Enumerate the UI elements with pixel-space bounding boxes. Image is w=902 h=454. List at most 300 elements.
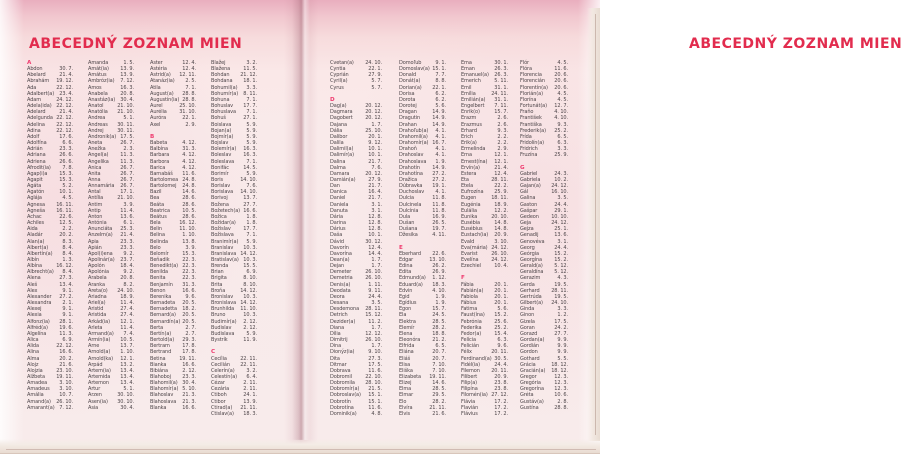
name-label: Drahomil(a) bbox=[399, 133, 428, 140]
nameday-date: 16. 7. bbox=[432, 140, 446, 147]
name-label: Gustína bbox=[520, 404, 539, 411]
nameday-date: 13. 4. bbox=[120, 380, 134, 387]
name-label: Božislava bbox=[211, 232, 234, 239]
name-label: Alexia bbox=[27, 312, 42, 319]
name-label: Berta bbox=[150, 324, 164, 331]
name-label: Dárius bbox=[330, 226, 346, 233]
nameday-date: 27. 7. bbox=[554, 330, 568, 337]
nameday-date: 1. 11. bbox=[368, 281, 382, 288]
name-label: Adam bbox=[27, 96, 42, 103]
nameday-date: 12. 1. bbox=[120, 318, 134, 325]
name-label: Dorota bbox=[399, 96, 416, 103]
nameday-date: 14. 12. bbox=[240, 300, 257, 307]
nameday-date: 3. 10. bbox=[59, 380, 73, 387]
nameday-date: 20. 5. bbox=[182, 300, 196, 307]
nameday-date: 11. 6. bbox=[368, 367, 382, 374]
nameday-date: 28. 8. bbox=[182, 96, 196, 103]
nameday-date: 11. 3. bbox=[120, 152, 134, 159]
name-label: Denis(a) bbox=[330, 281, 351, 288]
nameday-date: 30. 11. bbox=[117, 121, 134, 128]
name-label: Dominik(a) bbox=[330, 410, 357, 417]
nameday-date: 1. 3. bbox=[62, 257, 73, 263]
name-label: Edina bbox=[399, 263, 413, 270]
name-row bbox=[150, 122, 196, 128]
nameday-date: 7. 1. bbox=[246, 232, 257, 239]
nameday-date: 30. 4. bbox=[120, 96, 134, 103]
nameday-date: 4. 12. bbox=[182, 164, 196, 171]
name-row bbox=[88, 405, 134, 411]
nameday-date: 17. 5. bbox=[120, 133, 134, 140]
name-label: Ctislav(a) bbox=[211, 410, 234, 417]
nameday-date: 24. 12. bbox=[491, 257, 508, 263]
nameday-date: 12. 7. bbox=[554, 103, 568, 110]
name-label: Eugénia bbox=[461, 201, 481, 208]
nameday-date: 9. 1. bbox=[62, 312, 73, 319]
nameday-date: 18. 2. bbox=[182, 306, 196, 313]
nameday-date: 2. 12. bbox=[243, 324, 257, 331]
nameday-date: 6. 4. bbox=[246, 373, 257, 380]
name-row bbox=[520, 152, 568, 158]
nameday-date: 27. 9. bbox=[368, 176, 382, 183]
name-label: Bohuslav bbox=[211, 103, 234, 110]
name-label: Eta bbox=[461, 176, 469, 183]
nameday-date: 21. 10. bbox=[117, 109, 134, 116]
nameday-date: 13. 10. bbox=[429, 257, 446, 263]
name-column bbox=[88, 60, 134, 411]
nameday-date: 2. 9. bbox=[185, 121, 196, 128]
nameday-date: 20. 5. bbox=[182, 312, 196, 319]
nameday-date: 9. 10. bbox=[368, 349, 382, 356]
nameday-date: 24. 11. bbox=[491, 90, 508, 97]
nameday-date: 22. 12. bbox=[56, 103, 73, 110]
name-label: Geraldína bbox=[520, 269, 544, 276]
name-label: Gejza bbox=[520, 226, 534, 233]
nameday-date: 12. 2. bbox=[494, 207, 508, 214]
nameday-date: 6. 3. bbox=[497, 337, 508, 344]
name-label: Broňa bbox=[211, 287, 226, 294]
nameday-date: 28. 11. bbox=[491, 176, 508, 183]
nameday-date: 21. 7. bbox=[368, 183, 382, 190]
name-label: Erazm bbox=[461, 115, 477, 122]
name-label: Alojzia bbox=[27, 367, 43, 374]
nameday-date: 2. 2. bbox=[497, 133, 508, 140]
section-letter: F bbox=[461, 275, 465, 282]
nameday-date: 4. 1. bbox=[435, 127, 446, 134]
nameday-date: 1. 9. bbox=[435, 158, 446, 165]
name-label: Ctibor bbox=[211, 398, 226, 405]
nameday-date: 12. 8. bbox=[368, 220, 382, 227]
nameday-date: 20. 1. bbox=[368, 133, 382, 140]
name-label: Gaston bbox=[520, 201, 538, 208]
nameday-date: 22. 12. bbox=[56, 84, 73, 91]
name-label: Arnold(a) bbox=[88, 349, 111, 356]
name-label: Armín(ia) bbox=[88, 337, 111, 344]
nameday-date: 18. 4. bbox=[120, 263, 134, 270]
nameday-date: 21. 7. bbox=[368, 195, 382, 202]
nameday-date: 11. 4. bbox=[120, 207, 134, 214]
nameday-date: 17. 2. bbox=[494, 398, 508, 405]
name-label: Cezária bbox=[211, 386, 230, 393]
name-label: Armand(a) bbox=[88, 330, 114, 337]
nameday-date: 22. 12. bbox=[56, 343, 73, 350]
name-label: Areta(o) bbox=[88, 287, 108, 294]
nameday-date: 23. 10. bbox=[56, 367, 73, 374]
name-label: Eufrozína bbox=[461, 189, 484, 196]
name-column bbox=[520, 60, 568, 411]
nameday-date: 10. 1. bbox=[368, 232, 382, 239]
nameday-date: 26. 10. bbox=[491, 250, 508, 257]
name-row bbox=[330, 85, 382, 91]
name-label: Filemon bbox=[461, 367, 480, 374]
name-label: Arkád(ia) bbox=[88, 318, 110, 325]
nameday-date: 16. 6. bbox=[182, 287, 196, 294]
nameday-date: 8. 4. bbox=[62, 244, 73, 251]
name-label: Fedor(a) bbox=[461, 330, 482, 337]
nameday-date: 24. 4. bbox=[368, 293, 382, 300]
name-label: Florencián bbox=[520, 78, 545, 85]
name-label: Gizela bbox=[520, 318, 535, 325]
nameday-date: 5. 9. bbox=[246, 133, 257, 140]
nameday-date: 15. 3. bbox=[59, 170, 73, 177]
name-label: Elo bbox=[399, 398, 407, 405]
nameday-date: 14. 8. bbox=[494, 226, 508, 233]
name-label: Dimitrij bbox=[330, 337, 348, 344]
nameday-date: 13. 8. bbox=[182, 238, 196, 245]
name-label: Engelbert bbox=[461, 103, 485, 110]
name-label: Ernest(ína) bbox=[461, 158, 488, 165]
name-label: Ginon bbox=[520, 312, 535, 319]
nameday-date: 27. 1. bbox=[243, 115, 257, 122]
name-label: Adolfína bbox=[27, 140, 47, 147]
name-label: Drahan bbox=[399, 121, 417, 128]
name-label: Dobrotína bbox=[330, 404, 354, 411]
name-row bbox=[150, 405, 196, 411]
name-label: Bela bbox=[150, 220, 161, 227]
nameday-date: 11. 6. bbox=[368, 404, 382, 411]
nameday-date: 9. 9. bbox=[557, 337, 568, 344]
name-label: Dalina bbox=[330, 158, 346, 165]
name-label: Ariel(a) bbox=[88, 300, 106, 307]
name-label: Anabela bbox=[88, 90, 108, 97]
name-label: Emil bbox=[461, 84, 472, 91]
nameday-date: 28. 5. bbox=[432, 386, 446, 393]
name-label: František bbox=[520, 115, 542, 122]
nameday-date: 7. 1. bbox=[246, 158, 257, 165]
name-label: Dušan bbox=[399, 220, 415, 227]
name-label: Dulcínia bbox=[399, 207, 419, 214]
nameday-date: 20. 6. bbox=[554, 72, 568, 79]
nameday-date: 1. 7. bbox=[371, 343, 382, 350]
nameday-date: 4. 10. bbox=[554, 109, 568, 116]
name-label: Blahoboj bbox=[150, 373, 171, 380]
name-label: Belina bbox=[150, 232, 165, 239]
nameday-date: 18. 3. bbox=[243, 410, 257, 417]
name-label: Deora bbox=[330, 293, 345, 300]
name-label: Apolónia bbox=[88, 269, 109, 276]
name-label: Adina bbox=[27, 127, 41, 134]
name-label: Emerich bbox=[461, 78, 481, 85]
name-label: Evelína bbox=[461, 257, 479, 263]
name-label: Gašpar bbox=[520, 207, 538, 214]
nameday-date: 22. 2. bbox=[494, 183, 508, 190]
name-label: Alfonz(ia) bbox=[27, 318, 50, 325]
nameday-date: 13. 7. bbox=[120, 343, 134, 350]
name-label: Abdon bbox=[27, 66, 43, 73]
section-letter: G bbox=[520, 164, 525, 171]
name-label: Alina bbox=[27, 349, 39, 356]
name-label: Arabela bbox=[88, 275, 107, 282]
nameday-date: 2. 1. bbox=[62, 300, 73, 307]
nameday-date: 10. 5. bbox=[182, 207, 196, 214]
nameday-date: 17. 5. bbox=[368, 361, 382, 368]
nameday-date: 17. 7. bbox=[243, 103, 257, 110]
nameday-date: 8. 4. bbox=[62, 250, 73, 257]
name-label: Dejan bbox=[330, 263, 345, 270]
name-label: Federika bbox=[461, 324, 482, 331]
name-label: Estera bbox=[461, 170, 477, 177]
name-label: Fabiola bbox=[461, 293, 478, 300]
name-label: Florína bbox=[520, 96, 537, 103]
name-label: Asia bbox=[88, 404, 99, 411]
nameday-date: 30. 4. bbox=[120, 404, 134, 411]
name-label: Amand(a) bbox=[27, 398, 51, 405]
section-letter: D bbox=[330, 96, 335, 103]
nameday-date: 3. 1. bbox=[557, 238, 568, 245]
nameday-date: 26. 6. bbox=[59, 158, 73, 165]
name-label: Eusébia bbox=[461, 220, 480, 227]
nameday-date: 26. 3. bbox=[494, 66, 508, 73]
name-label: Gerda bbox=[520, 281, 535, 288]
nameday-date: 16. 3. bbox=[243, 152, 257, 159]
name-label: Eusébius bbox=[461, 226, 483, 233]
nameday-date: 27. 9. bbox=[368, 72, 382, 79]
nameday-date: 14. 10. bbox=[240, 189, 257, 196]
nameday-date: 30. 10. bbox=[117, 392, 134, 399]
nameday-date: 24. 3. bbox=[554, 170, 568, 177]
name-label: Genadij bbox=[520, 232, 539, 239]
nameday-date: 7. 10. bbox=[432, 367, 446, 374]
nameday-date: 5. 5. bbox=[557, 355, 568, 362]
name-label: Abrahám bbox=[27, 78, 50, 85]
name-label: Eugen bbox=[461, 195, 477, 202]
name-label: Božena bbox=[211, 201, 229, 208]
name-label: Bibiána bbox=[150, 367, 168, 374]
name-label: Geórgia bbox=[520, 250, 539, 257]
nameday-date: 14. 9. bbox=[432, 121, 446, 128]
name-label: Auróra bbox=[150, 115, 167, 122]
name-label: Arne bbox=[88, 343, 100, 350]
nameday-date: 18. 1. bbox=[243, 78, 257, 85]
nameday-date: 15. 2. bbox=[554, 250, 568, 257]
name-label: Elma bbox=[399, 386, 412, 393]
name-label: Andrej bbox=[88, 127, 104, 134]
name-label: Adelina bbox=[27, 121, 45, 128]
name-label: Fruzína bbox=[520, 152, 538, 159]
nameday-date: 23. 3. bbox=[182, 373, 196, 380]
nameday-date: 20. 12. bbox=[365, 170, 382, 177]
name-label: Davorín bbox=[330, 244, 349, 251]
name-label: Bernadeta bbox=[150, 300, 176, 307]
name-label: Dan bbox=[330, 183, 340, 190]
name-label: Gabriel bbox=[520, 170, 538, 177]
name-label: Ginda bbox=[520, 306, 535, 313]
nameday-date: 1. 2. bbox=[557, 312, 568, 319]
name-label: Galina bbox=[520, 195, 536, 202]
name-label: Florencia bbox=[520, 72, 542, 79]
nameday-date: 17. 5. bbox=[554, 318, 568, 325]
name-label: Blažena bbox=[211, 66, 231, 73]
name-label: Antónia bbox=[88, 220, 107, 227]
nameday-date: 14. 9. bbox=[432, 164, 446, 171]
name-label: Dorian(a) bbox=[399, 84, 422, 91]
nameday-date: 11. 4. bbox=[120, 324, 134, 331]
nameday-date: 20. 6. bbox=[554, 84, 568, 91]
section-letter: A bbox=[27, 60, 32, 66]
name-label: Adelgunda bbox=[27, 115, 53, 122]
nameday-date: 6. 9. bbox=[246, 269, 257, 276]
name-label: Brunhilda bbox=[211, 306, 235, 313]
name-label: Elfrída bbox=[399, 343, 415, 350]
nameday-date: 31. 1. bbox=[494, 84, 508, 91]
nameday-date: 24. 12. bbox=[491, 244, 508, 251]
nameday-date: 2. 9. bbox=[497, 146, 508, 153]
name-label: Borislava bbox=[211, 189, 234, 196]
name-label: Dobromil bbox=[330, 373, 352, 380]
name-label: Dula bbox=[399, 213, 411, 220]
name-label: Ema bbox=[461, 60, 472, 66]
nameday-date: 19. 11. bbox=[429, 373, 446, 380]
name-label: Albín bbox=[27, 257, 40, 263]
name-label: Elemír bbox=[399, 324, 415, 331]
nameday-date: 12. 12. bbox=[365, 330, 382, 337]
name-label: Benon bbox=[150, 287, 166, 294]
nameday-date: 24. 5. bbox=[432, 312, 446, 319]
nameday-date: 26. 7. bbox=[120, 183, 134, 190]
nameday-date: 27. 3. bbox=[59, 275, 73, 282]
name-label: Barbora bbox=[150, 158, 170, 165]
name-label: Gregor bbox=[520, 373, 537, 380]
nameday-date: 1. 8. bbox=[246, 220, 257, 227]
name-label: Edgar bbox=[399, 257, 414, 263]
nameday-date: 20. 9. bbox=[494, 373, 508, 380]
nameday-date: 31. 3. bbox=[182, 146, 196, 153]
nameday-date: 5. 7. bbox=[371, 84, 382, 91]
nameday-date: 20. 1. bbox=[494, 300, 508, 307]
name-label: Flóra bbox=[520, 66, 532, 73]
name-label: Alex bbox=[27, 287, 38, 294]
page-title: ABECEDNÝ ZOZNAM MIEN bbox=[689, 36, 902, 52]
name-label: Drahoľub(a) bbox=[399, 127, 429, 134]
name-label: Emanuel(a) bbox=[461, 72, 489, 79]
name-label: Bea bbox=[150, 195, 160, 202]
name-label: Andrea bbox=[88, 115, 106, 122]
name-label: Damara bbox=[330, 170, 350, 177]
nameday-date: 7. 12. bbox=[59, 404, 73, 411]
name-label: Barbara bbox=[150, 152, 170, 159]
page-title: ABECEDNÝ ZOZNAM MIEN bbox=[29, 36, 243, 52]
nameday-date: 12. 3. bbox=[554, 386, 568, 393]
name-label: Adelard bbox=[27, 109, 46, 116]
name-label: Albrecht(a) bbox=[27, 269, 54, 276]
nameday-date: 30. 10. bbox=[117, 398, 134, 405]
nameday-date: 13. 2. bbox=[120, 361, 134, 368]
nameday-date: 16. 6. bbox=[59, 349, 73, 356]
nameday-date: 25. 9. bbox=[494, 189, 508, 196]
name-label: Bohumil(a) bbox=[211, 84, 238, 91]
nameday-date: 14. 9. bbox=[432, 109, 446, 116]
nameday-date: 9. 2. bbox=[123, 250, 134, 257]
nameday-date: 30. 1. bbox=[494, 60, 508, 66]
name-label: Eduard(a) bbox=[399, 281, 423, 288]
nameday-date: 21. 4. bbox=[59, 72, 73, 79]
nameday-date: 7. 10. bbox=[432, 361, 446, 368]
name-label: Goran bbox=[520, 324, 535, 331]
name-label: Damián(a) bbox=[330, 176, 356, 183]
nameday-date: 22. 3. bbox=[182, 269, 196, 276]
nameday-date: 10. 1. bbox=[59, 189, 73, 196]
nameday-date: 11. 6. bbox=[182, 170, 196, 177]
name-label: Blahoslava bbox=[150, 398, 177, 405]
name-label: Cézar bbox=[211, 380, 225, 387]
name-label: Astrid(a) bbox=[150, 72, 171, 79]
nameday-date: 22. 3. bbox=[182, 263, 196, 270]
name-label: Cecilián bbox=[211, 361, 230, 368]
name-label: Dobrava bbox=[330, 367, 351, 374]
nameday-date: 26. 7. bbox=[120, 170, 134, 177]
nameday-date: 13. 9. bbox=[120, 66, 134, 73]
name-label: Ada bbox=[27, 84, 37, 91]
nameday-date: 21. 10. bbox=[117, 195, 134, 202]
nameday-date: 11. 3. bbox=[59, 330, 73, 337]
name-label: Gracián(a) bbox=[520, 367, 546, 374]
nameday-date: 7. 4. bbox=[123, 330, 134, 337]
name-label: Alan(a) bbox=[27, 238, 45, 245]
name-column bbox=[461, 60, 508, 417]
name-label: Dalimír(a) bbox=[330, 152, 354, 159]
nameday-date: 12. 8. bbox=[368, 226, 382, 233]
nameday-date: 20. 11. bbox=[491, 367, 508, 374]
nameday-date: 20. 1. bbox=[494, 287, 508, 294]
nameday-date: 23. 8. bbox=[494, 386, 508, 393]
nameday-date: 31. 10. bbox=[179, 109, 196, 116]
name-label: Drahotína bbox=[399, 170, 423, 177]
nameday-date: 5. 7. bbox=[371, 78, 382, 85]
name-label: Brenda bbox=[211, 263, 229, 270]
name-label: Elena bbox=[399, 330, 413, 337]
name-label: Eleonóra bbox=[399, 337, 421, 344]
name-label: Aristida bbox=[88, 312, 107, 319]
nameday-date: 22. 11. bbox=[240, 355, 257, 362]
nameday-date: 28. 2. bbox=[432, 324, 446, 331]
name-label: Cyprián bbox=[330, 72, 349, 79]
nameday-date: 29. 3. bbox=[182, 337, 196, 344]
nameday-date: 11. 8. bbox=[432, 195, 446, 202]
nameday-date: 12. 4. bbox=[494, 170, 508, 177]
name-label: Albert(a) bbox=[27, 244, 49, 251]
nameday-date: 6. 9. bbox=[62, 337, 73, 344]
name-label: Erhard bbox=[461, 127, 477, 134]
nameday-date: 4. 8. bbox=[371, 410, 382, 417]
nameday-date: 28. 10. bbox=[365, 380, 382, 387]
name-label: Branislav bbox=[211, 244, 234, 251]
name-label: Albertín(a) bbox=[27, 250, 53, 257]
nameday-date: 24. 4. bbox=[554, 244, 568, 251]
nameday-date: 19. 5. bbox=[554, 293, 568, 300]
name-label: Bohdana bbox=[211, 78, 233, 85]
nameday-date: 21. 11. bbox=[429, 404, 446, 411]
name-label: Dragan bbox=[399, 109, 417, 116]
name-label: Desana bbox=[330, 300, 349, 307]
